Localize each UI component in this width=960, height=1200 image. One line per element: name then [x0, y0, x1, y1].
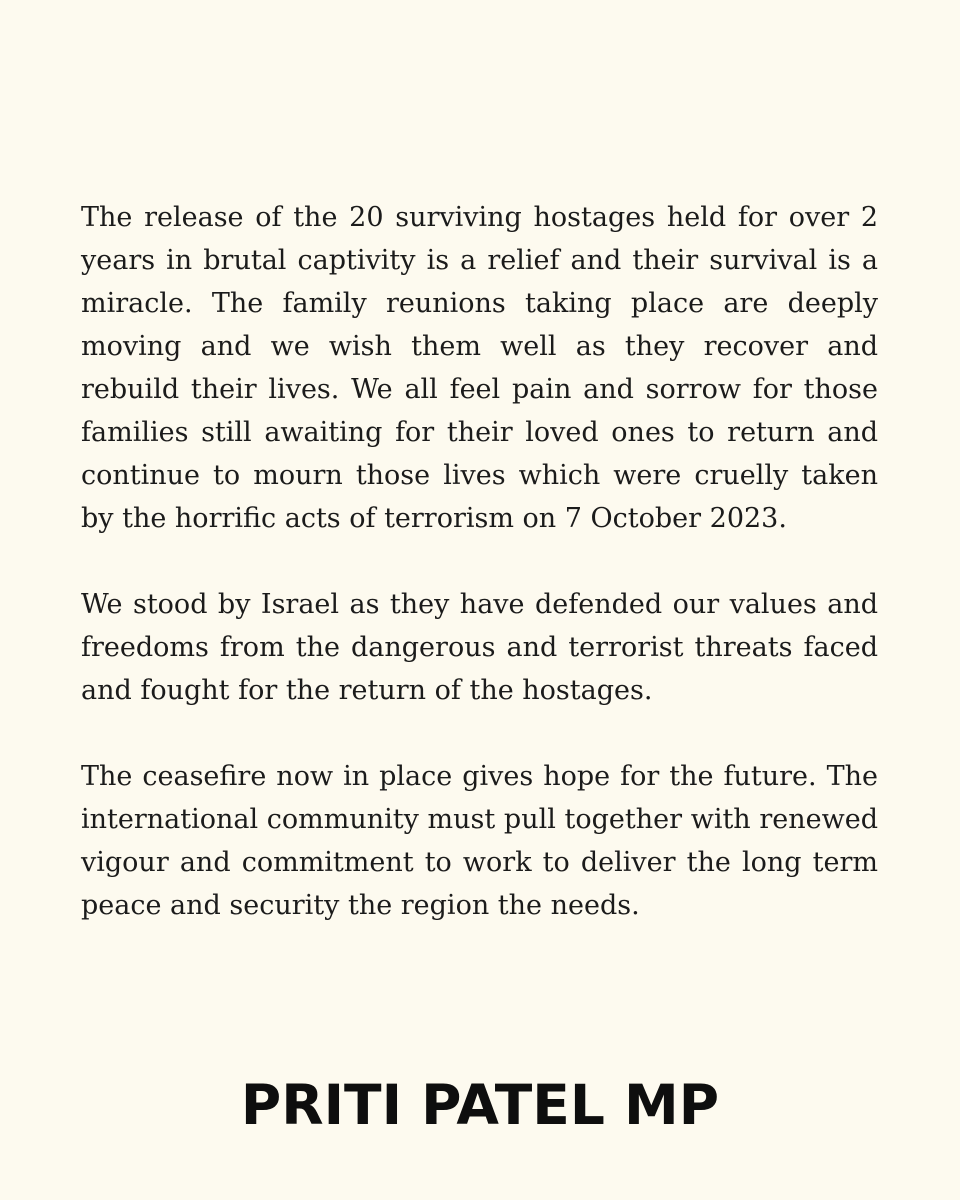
- signature-name: PRITI PATEL MP: [240, 1073, 720, 1137]
- statement-body: [81, 196, 878, 927]
- statement-paragraph-2: We stood by Israel as they have defended our values and freedoms from the dangerous and terrorist threats faced and fought for the return of the hostages.: [81, 589, 878, 706]
- statement-paragraph-1: The release of the 20 surviving hostages held for over 2 years in brutal captivity is a relief and their survival is a miracle. The family reunions taking place are deeply moving and we wish them well as they recover and rebuild their lives. We all feel pain and sorrow for those families still awaiting for their loved ones to return and continue to mourn those lives which were cruelly taken by the horrific acts of terrorism on 7 October 2023.: [81, 202, 878, 534]
- statement-paragraph-3: The ceasefire now in place gives hope for the future. The international community must pull together with renewed vigour and commitment to work to deliver the long term peace and security the region the needs.: [81, 761, 878, 921]
